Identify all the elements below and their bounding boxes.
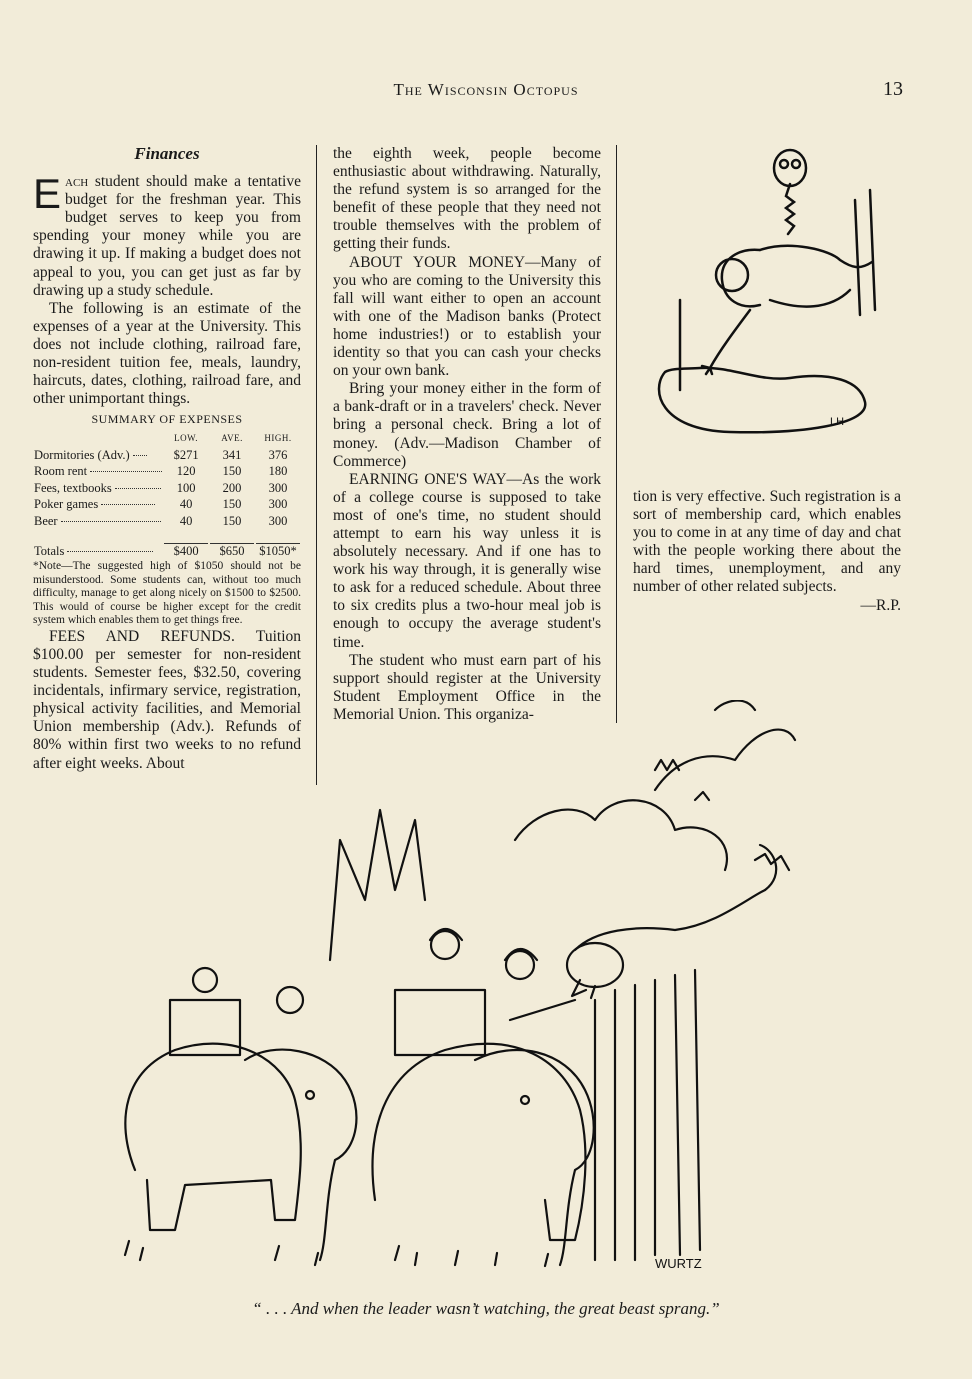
- row-label: Dormitories (Adv.): [34, 447, 130, 462]
- expenses-table: [33, 430, 301, 560]
- section-heading: Finances: [134, 144, 200, 163]
- column2-paragraph-3: Bring your money either in the form of a bank-draft or in a travelers' check. Never bring a personal check. Bring a lot of money. (Adv.—Madison Chamber of Commerce): [333, 380, 601, 470]
- row-label: Beer: [34, 513, 58, 528]
- header-ave: AVE.: [221, 433, 243, 444]
- totals-ave: $650: [219, 544, 245, 559]
- row-ave: 150: [222, 497, 242, 512]
- row-high: 376: [268, 447, 288, 462]
- running-head: The Wisconsin Octopus: [393, 80, 579, 99]
- row-high: 300: [268, 513, 288, 528]
- expenses-table-title: SUMMARY OF EXPENSES: [91, 412, 243, 427]
- column-2: [333, 145, 601, 724]
- column-1: [33, 145, 301, 773]
- table-row: [33, 513, 301, 530]
- row-low: 120: [176, 464, 196, 479]
- row-low: $271: [173, 447, 199, 462]
- column2-paragraph-2: ABOUT YOUR MONEY—Many of you who are coming to the University this fall will want either to open an account with one of the Madison banks (Protect home industries!) or to establish your identity so that you can cash your checks on your own bank.: [333, 253, 601, 380]
- row-ave: 200: [222, 480, 242, 495]
- column-rule-1: [316, 145, 317, 785]
- table-row: [33, 463, 301, 480]
- finances-paragraph-1: [33, 170, 301, 300]
- table-row: [33, 447, 301, 464]
- totals-label: Totals: [34, 543, 65, 558]
- column2-paragraph-4: EARNING ONE'S WAY—As the work of a college course is supposed to take most of one's time, no student should attempt to earn his way unless it is absolutely necessary. And if one has to work his way through, it is generally wise to ask for a reduced schedule. About three to six credits plus a two-hour meal job is enough to occupy the average student's time.: [333, 470, 601, 651]
- row-ave: 150: [222, 464, 242, 479]
- header-low: LOW.: [174, 433, 199, 444]
- drop-cap: E: [33, 170, 62, 218]
- row-ave: 341: [222, 447, 242, 462]
- table-row: [33, 496, 301, 513]
- totals-high: $1050*: [259, 544, 297, 559]
- row-high: 300: [268, 480, 288, 495]
- column-rule-2: [616, 145, 617, 723]
- column2-paragraph-5: The student who must earn part of his support should register at the University Student Employment Office in the Memorial Union. This organiza-: [333, 651, 601, 723]
- row-label: Fees, textbooks: [34, 480, 112, 495]
- row-low: 100: [176, 480, 196, 495]
- lead-smallcaps: ach: [65, 173, 89, 191]
- totals-row: [33, 529, 301, 560]
- column-3: [633, 488, 901, 615]
- page-number: 13: [883, 78, 903, 100]
- table-row: [33, 480, 301, 497]
- row-high: 180: [268, 464, 288, 479]
- column2-paragraph-1: the eighth week, people become enthusiastic about withdrawing. Naturally, the refund system is so arranged for the benefit of these people that they need not trouble themselves with the problem of getting their funds.: [333, 145, 601, 253]
- row-high: 300: [268, 497, 288, 512]
- header-high: HIGH.: [264, 433, 292, 444]
- artist-signature: WURTZ: [655, 1256, 702, 1271]
- cartoon-caption: “ . . . And when the leader wasn’t watching, the great beast sprang.”: [252, 1299, 720, 1318]
- row-ave: 150: [222, 513, 242, 528]
- totals-low: $400: [173, 544, 199, 559]
- column3-paragraph-1: tion is very effective. Such registration is a sort of membership card, which enables you to come in at any time of day and chat with the people working there about the hard times, unemployment, and any number of other related subjects.: [633, 488, 901, 596]
- finances-paragraph-2: The following is an estimate of the expenses of a year at the University. This does not include clothing, railroad fare, non-resident tuition fee, meals, laundry, haircuts, dates, clothing, railroad fare, and other unimportant things.: [33, 299, 301, 408]
- jungle-elephant-cartoon-illustration: [95, 700, 855, 1280]
- row-label: Poker games: [34, 497, 99, 512]
- footnote: *Note—The suggested high of $1050 should not be misunderstood. Some students can, without too much difficulty, manage to get along nicely on $1500 to $2500. This would of course be higher except for the credit system which enables them to get things free.: [33, 559, 301, 627]
- row-low: 40: [179, 497, 193, 512]
- illustrator-initials: LH: [830, 416, 845, 428]
- row-low: 40: [179, 513, 193, 528]
- fees-paragraph: FEES AND REFUNDS. Tuition $100.00 per semester for non-resident students. Semester fees, $32.50, covering incidentals, infirmary service, registration, physical activity facilities, and Memorial Union membership (Adv.). Refunds of 80% within first two weeks to no refund after eight weeks. About: [33, 627, 301, 772]
- diver-cartoon-illustration: [640, 140, 890, 450]
- row-label: Room rent: [34, 464, 88, 479]
- expenses-header-row: [33, 430, 301, 447]
- finances-paragraph-1-text: student should make a tentative budget for the freshman year. This budget serves to keep you from spending your money while you are drawing it up. If making a budget does not appeal to you, you can get just as far by drawing up a study schedule.: [33, 173, 301, 299]
- author-signature: —R.P.: [860, 596, 901, 614]
